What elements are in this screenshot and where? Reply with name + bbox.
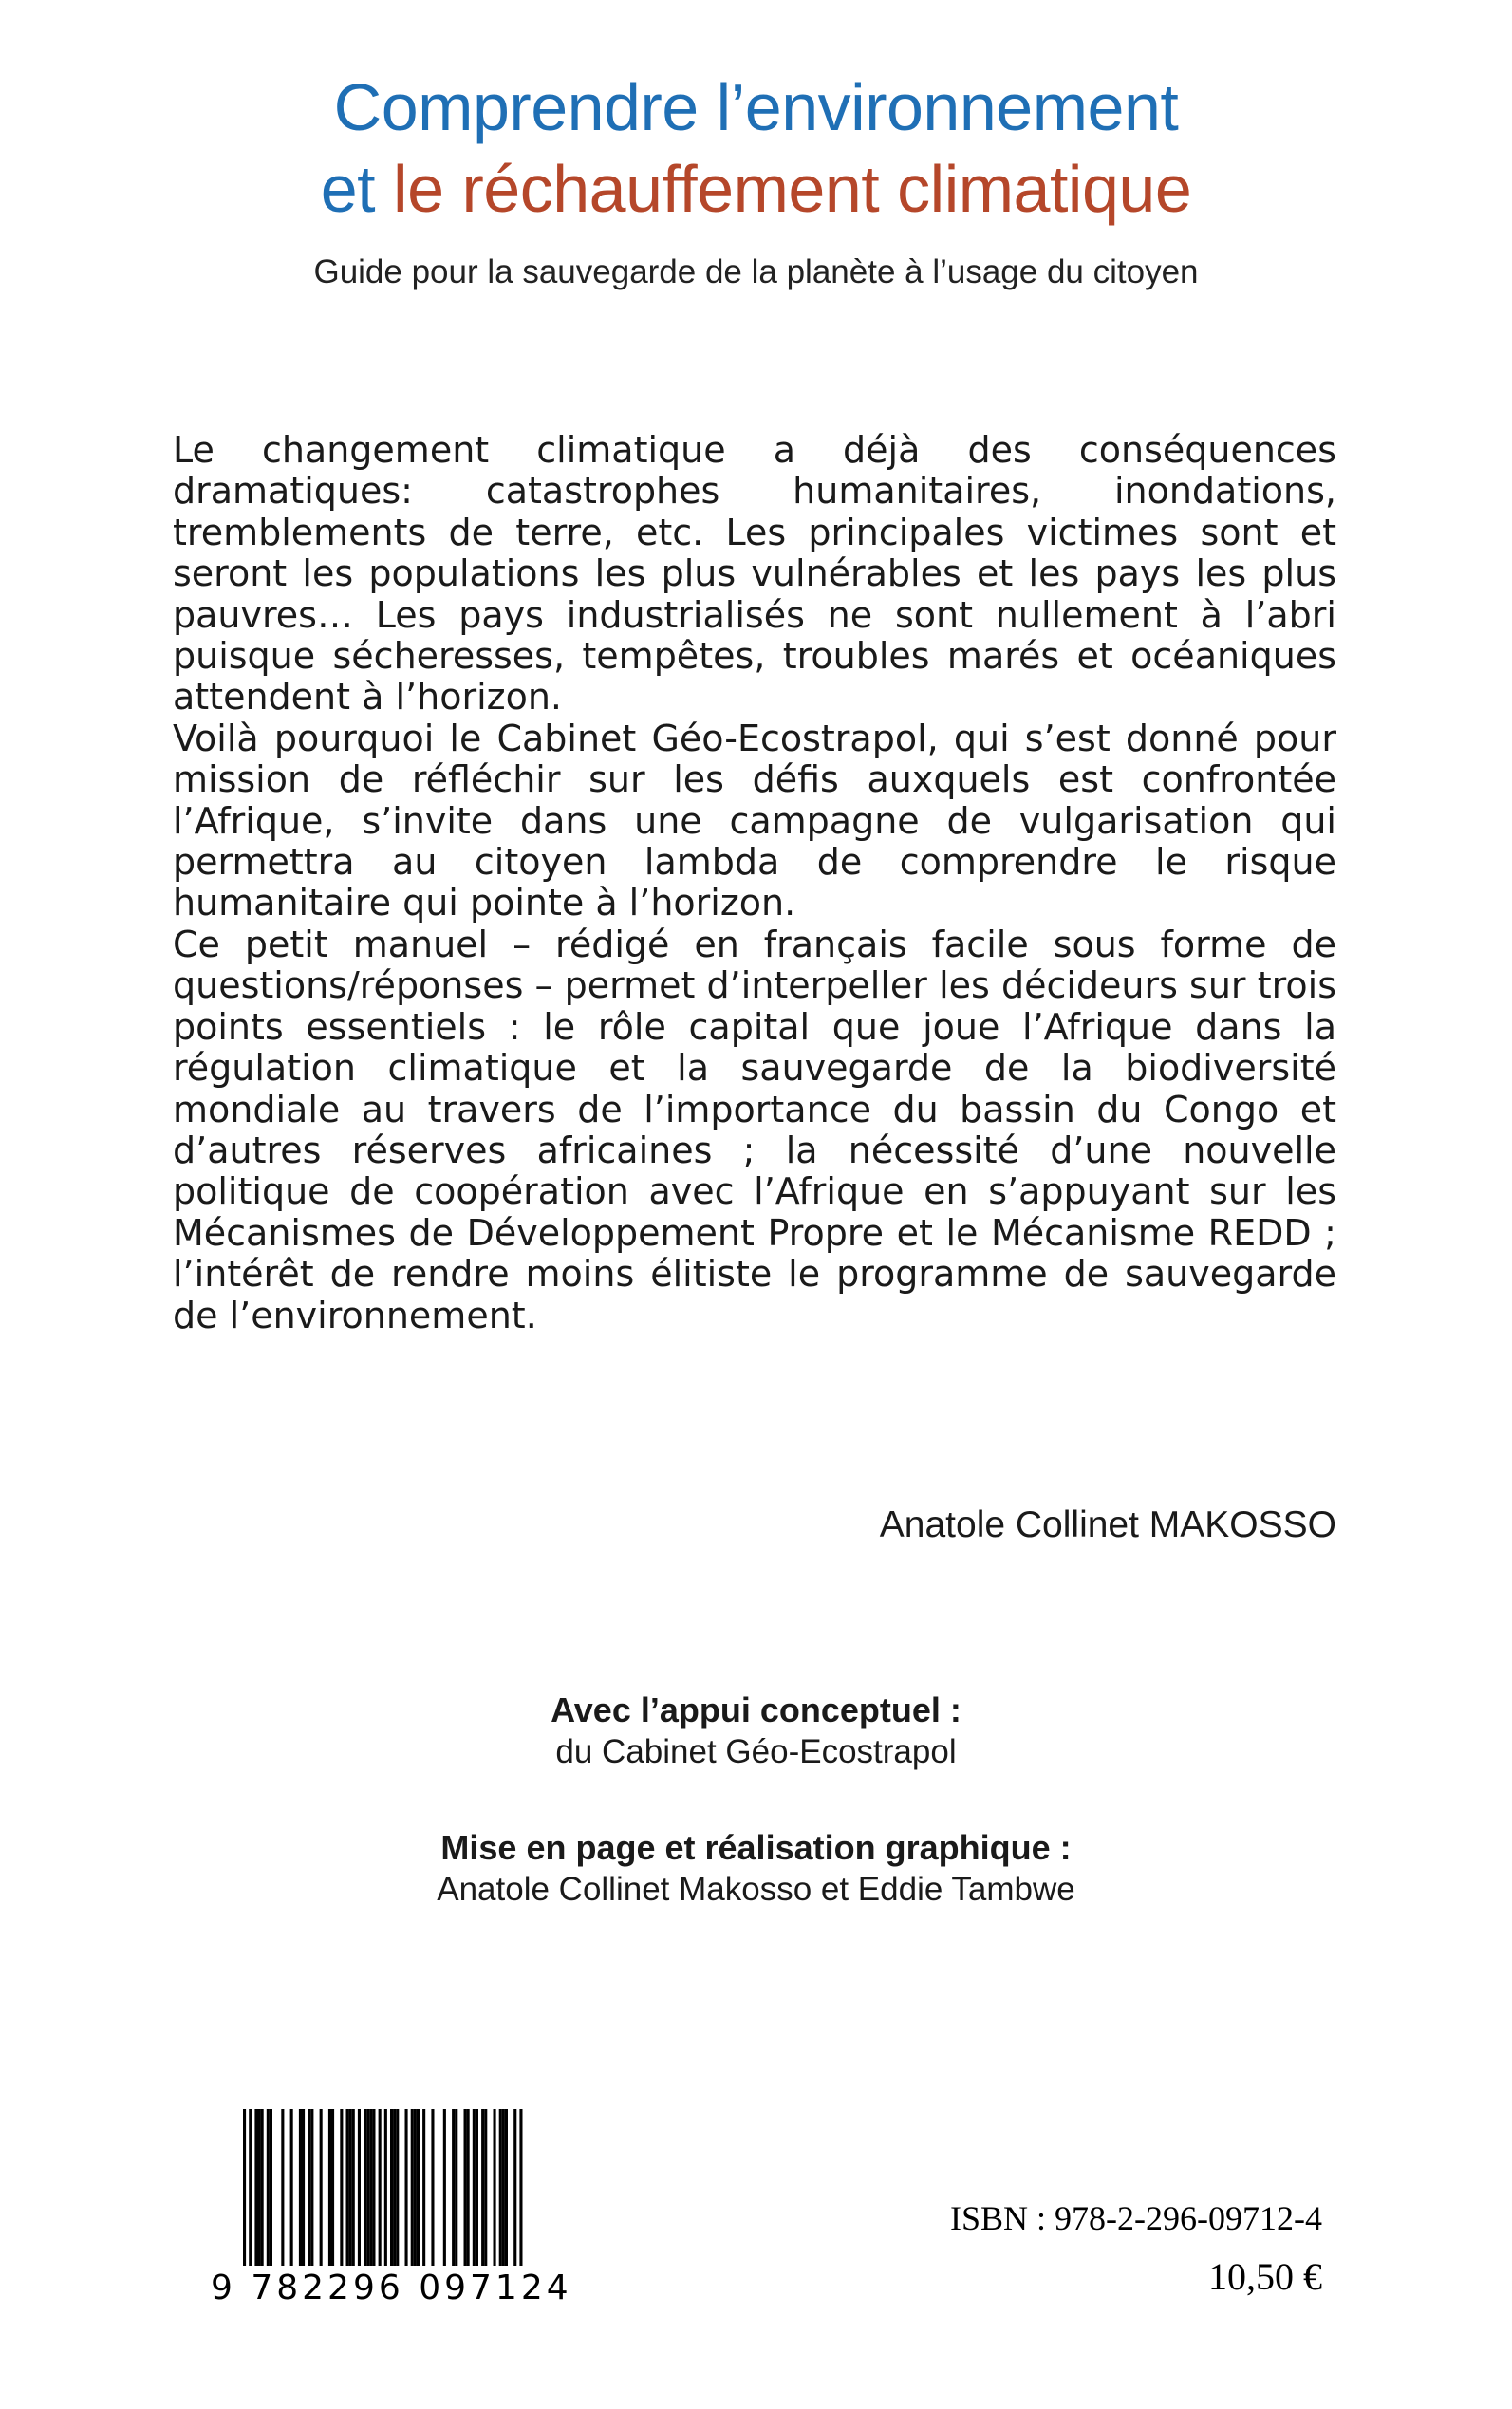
barcode-bar: [452, 2109, 455, 2266]
cover-title-block: [0, 66, 1512, 294]
barcode-bar: [308, 2109, 310, 2266]
barcode-bar: [346, 2109, 349, 2266]
barcode-bar: [249, 2109, 252, 2266]
barcode-bar: [340, 2109, 343, 2266]
barcode-bar: [364, 2109, 366, 2266]
barcode-bar: [411, 2109, 414, 2266]
barcode-bar: [270, 2109, 272, 2266]
barcode-bar: [299, 2109, 302, 2266]
credit-layout-design: [0, 1827, 1512, 1911]
barcode-bar: [422, 2109, 425, 2266]
barcode: [211, 2109, 572, 2307]
barcode-bar: [464, 2109, 467, 2266]
barcode-bar: [384, 2109, 387, 2266]
barcode-bar: [281, 2109, 284, 2266]
isbn: ISBN : 978-2-296-09712-4: [950, 2199, 1322, 2237]
barcode-bar: [331, 2109, 334, 2266]
barcode-bar: [261, 2109, 264, 2266]
subtitle: Guide pour la sauvegarde de la planète à l’usage du citoyen: [313, 253, 1199, 290]
barcode-bar: [328, 2109, 331, 2266]
barcode-bar: [320, 2109, 323, 2266]
barcode-bar: [290, 2109, 293, 2266]
barcode-bar: [379, 2109, 382, 2266]
barcode-bar: [513, 2109, 516, 2266]
barcode-bar: [390, 2109, 393, 2266]
barcode-bar: [372, 2109, 375, 2266]
blurb-paragraph-3: Ce petit manuel – rédigé en français facile sous forme de questions/réponses – permet d’interpeller les décideurs sur trois points essentiels : le rôle capital que joue l’Afrique dans la régulation climatique et la sauvegarde de la biodiversité mondiale au travers de l’importance du bassin du Congo et d’autres réserves africaines ; la nécessité d’une nouvelle politique de coopération avec l’Afrique en s’appuyant sur les Mécanismes de Développement Propre et le Mécanisme REDD ; l’intérêt de rendre moins élitiste le programme de sauvegarde de l’environnement.: [173, 923, 1336, 1336]
barcode-bars-icon: [211, 2109, 560, 2266]
barcode-bar: [358, 2109, 361, 2266]
barcode-bar: [455, 2109, 457, 2266]
barcode-bar: [502, 2109, 505, 2266]
credit-text-2: Anatole Collinet Makosso et Eddie Tambwe: [437, 1871, 1075, 1908]
title-line-2-et: et: [320, 152, 376, 226]
credit-heading-1: Avec l’appui conceptuel :: [551, 1690, 961, 1729]
barcode-bar: [431, 2109, 434, 2266]
barcode-bar: [417, 2109, 420, 2266]
barcode-bar: [349, 2109, 352, 2266]
barcode-bar: [352, 2109, 355, 2266]
price: 10,50 €: [1208, 2255, 1322, 2298]
credit-text-1: du Cabinet Géo-Ecostrapol: [555, 1733, 957, 1770]
barcode-bar: [267, 2109, 270, 2266]
barcode-bar: [473, 2109, 476, 2266]
barcode-bar: [484, 2109, 487, 2266]
barcode-bar: [366, 2109, 369, 2266]
barcode-bar: [302, 2109, 305, 2266]
barcode-digits: 9 782296 097124: [211, 2269, 572, 2307]
barcode-bar: [310, 2109, 313, 2266]
blurb-paragraph-2: Voilà pourquoi le Cabinet Géo-Ecostrapol, qui s’est donné pour mission de réfléchir sur les défis auxquels est confrontée l’Afrique, s’invite dans une campagne de vulgarisation qui permettra au citoyen lambda de comprendre le risque humanitaire qui pointe à l’horizon.: [173, 717, 1336, 924]
barcode-bar: [505, 2109, 508, 2266]
barcode-bar: [369, 2109, 372, 2266]
credit-conceptual-support: [0, 1690, 1512, 1773]
barcode-bar: [258, 2109, 261, 2266]
barcode-bar: [405, 2109, 408, 2266]
author-signature: Anatole Collinet MAKOSSO: [879, 1504, 1336, 1545]
title-line-1: Comprendre l’environnement: [333, 70, 1179, 144]
barcode-bar: [494, 2109, 496, 2266]
barcode-bar: [476, 2109, 478, 2266]
barcode-bar: [481, 2109, 484, 2266]
barcode-bar: [396, 2109, 399, 2266]
barcode-bar: [393, 2109, 396, 2266]
barcode-bar: [519, 2109, 522, 2266]
barcode-bar: [443, 2109, 446, 2266]
title-line-2: [0, 148, 1512, 230]
credit-heading-2: Mise en page et réalisation graphique :: [440, 1828, 1072, 1867]
barcode-bar: [467, 2109, 470, 2266]
barcode-bar: [254, 2109, 257, 2266]
barcode-bar: [414, 2109, 417, 2266]
blurb-paragraph-1: Le changement climatique a déjà des conséquences dramatiques: catastrophes humanitaires, inondations, tremblements de terre, etc. Les principales victimes sont et seront les populations les plus vulnérables et les pays les plus pauvres… Les pays industrialisés ne sont nullement à l’abri puisque sécheresses, tempêtes, troubles marés et océaniques attendent à l’horizon.: [173, 429, 1336, 719]
back-cover-blurb: [173, 430, 1336, 1336]
title-line-2-rest: le réchauffement climatique: [393, 152, 1192, 226]
barcode-bar: [243, 2109, 246, 2266]
barcode-bar: [499, 2109, 502, 2266]
